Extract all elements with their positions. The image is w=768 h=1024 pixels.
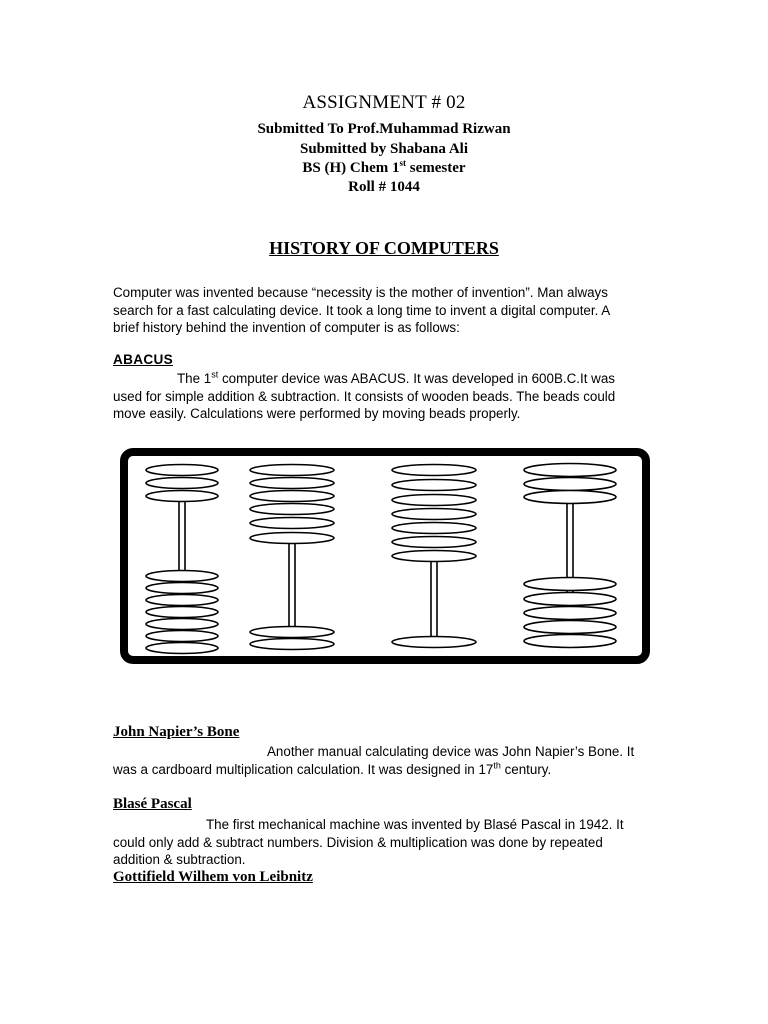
- abacus-bead: [524, 478, 616, 491]
- abacus-line: move easily. Calculations were performed by moving beads properly.: [113, 406, 521, 421]
- abacus-bead: [146, 595, 218, 606]
- napier-line: [113, 761, 643, 779]
- pascal-heading: Blasé Pascal: [113, 796, 192, 812]
- abacus-rod: [431, 556, 437, 642]
- abacus-bead: [146, 619, 218, 630]
- program-line: [0, 158, 768, 179]
- intro-line: Computer was invented because “necessity is the mother of invention”. Man always: [113, 285, 608, 300]
- abacus-bead: [392, 495, 476, 506]
- abacus-line1-sup: st: [211, 369, 219, 380]
- abacus-bead: [146, 643, 218, 654]
- abacus-bead: [524, 464, 616, 477]
- submitted-by: Submitted by Shabana Ali: [300, 141, 468, 157]
- program-sup: st: [399, 158, 407, 168]
- roll-number: Roll # 1044: [348, 179, 420, 195]
- abacus-rods: [146, 464, 616, 654]
- abacus-bead: [392, 637, 476, 648]
- abacus-heading: ABACUS: [113, 352, 173, 367]
- pascal-line: addition & subtraction.: [113, 852, 246, 867]
- submitted-to: Submitted To Prof.Muhammad Rizwan: [257, 121, 511, 137]
- program-suffix: semester: [406, 160, 466, 176]
- abacus-bead: [392, 551, 476, 562]
- abacus-line1-suffix: computer device was ABACUS. It was developed in 600B.C.It was: [218, 371, 615, 386]
- abacus-bead: [392, 509, 476, 520]
- abacus-bead: [524, 607, 616, 620]
- intro-line: search for a fast calculating device. It took a long time to invent a digital computer. A: [113, 302, 611, 318]
- program-prefix: BS (H) Chem 1: [302, 160, 400, 176]
- abacus-bead: [524, 491, 616, 504]
- napier-heading: John Napier’s Bone: [113, 724, 240, 740]
- page-title: HISTORY OF COMPUTERS: [269, 238, 499, 258]
- abacus-line1-prefix: The 1: [177, 371, 212, 386]
- abacus-line: used for simple addition & subtraction. It consists of wooden beads. The beads could: [113, 388, 616, 404]
- intro-line: brief history behind the invention of computer is as follows:: [113, 320, 460, 335]
- abacus-bead: [146, 571, 218, 582]
- abacus-illustration: [120, 448, 650, 664]
- abacus-bead: [146, 491, 218, 502]
- abacus-bead: [250, 627, 334, 638]
- assignment-title: [0, 92, 768, 114]
- abacus-bead: [146, 631, 218, 642]
- abacus-bead: [250, 504, 334, 515]
- abacus-bead: [392, 465, 476, 476]
- abacus-bead: [146, 478, 218, 489]
- abacus-bead: [392, 480, 476, 491]
- abacus-bead: [250, 478, 334, 489]
- abacus-bead: [250, 491, 334, 502]
- napier-line: Another manual calculating device was John Napier’s Bone. It: [267, 744, 635, 759]
- napier-paragraph: [113, 743, 643, 778]
- abacus-bead: [146, 465, 218, 476]
- abacus-line: [113, 370, 643, 388]
- abacus-bead: [146, 583, 218, 594]
- assignment-number: 02: [446, 92, 466, 113]
- abacus-bead: [250, 533, 334, 544]
- napier-line2-suffix: century.: [500, 761, 552, 777]
- abacus-bead: [250, 518, 334, 529]
- napier-line2-prefix: was a cardboard multiplication calculation. It was designed in 17: [113, 761, 494, 777]
- abacus-bead: [146, 607, 218, 618]
- abacus-bead: [524, 578, 616, 591]
- abacus-bead: [392, 537, 476, 548]
- abacus-bead: [250, 639, 334, 650]
- napier-line2-sup: th: [493, 760, 501, 771]
- abacus-paragraph: [113, 370, 643, 423]
- abacus-bead: [524, 635, 616, 648]
- abacus-bead: [524, 593, 616, 606]
- abacus-bead: [524, 621, 616, 634]
- assignment-label: ASSIGNMENT #: [302, 92, 447, 113]
- intro-paragraph: [113, 284, 643, 337]
- pascal-paragraph: [113, 816, 643, 869]
- pascal-line: The first mechanical machine was invented by Blasé Pascal in 1942. It: [206, 817, 624, 832]
- leibnitz-heading: Gottifield Wilhem von Leibnitz: [113, 869, 313, 885]
- abacus-bead: [392, 523, 476, 534]
- pascal-line: could only add & subtract numbers. Division & multiplication was done by repeated: [113, 834, 603, 850]
- abacus-bead: [250, 465, 334, 476]
